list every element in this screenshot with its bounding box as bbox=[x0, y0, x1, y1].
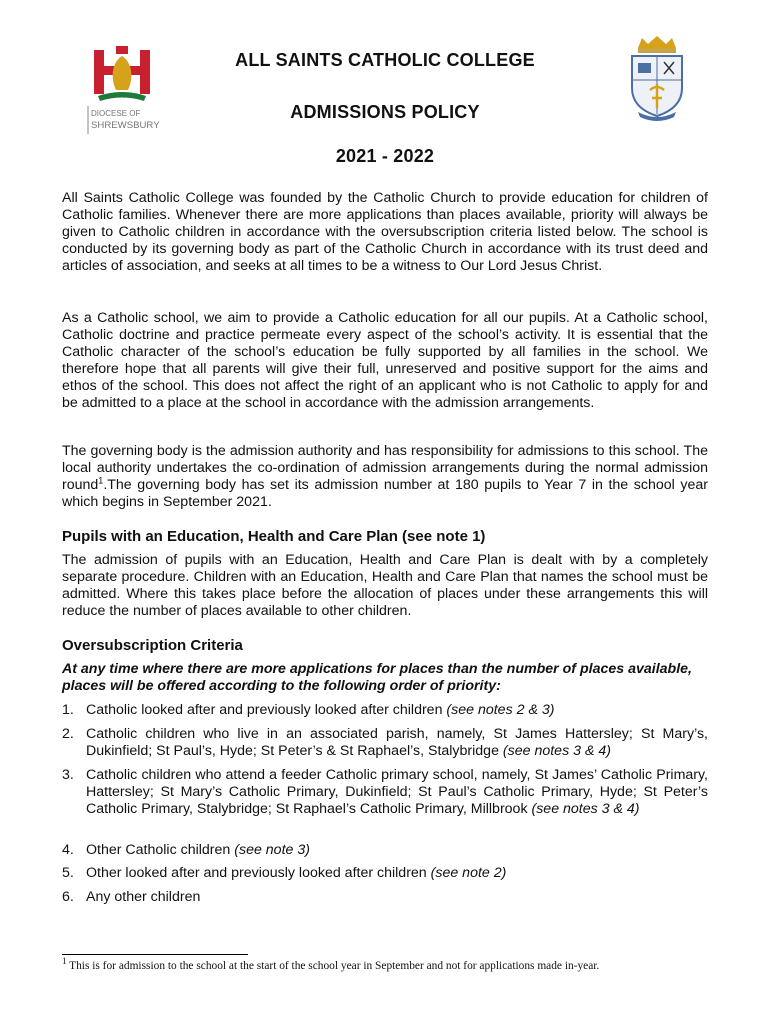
list-text bbox=[86, 865, 708, 882]
footnote-marker: 1 bbox=[62, 956, 67, 967]
governing-body-text-a: The governing body is the admission authority and has responsibility for admissions to this school. The local authority undertakes the co-ordination of admission arrangements during the normal admission round bbox=[62, 443, 708, 494]
list-text bbox=[86, 842, 708, 859]
footnote-text: This is for admission to the school at the start of the school year in September and not for applications made in-year. bbox=[66, 960, 600, 972]
footnote-divider bbox=[62, 954, 248, 955]
list-number: 2. bbox=[62, 726, 74, 742]
list-number: 1. bbox=[62, 702, 74, 718]
criterion-note: (see notes 3 & 4) bbox=[531, 801, 640, 818]
ethos-paragraph: As a Catholic school, we aim to provide a Catholic education for all our pupils. At a Catholic school, Catholic doctrine and practice permeate every aspect of the school’s activity. It is essential that the Catholic character of the school’s education be fully supported by all families in the school. We therefore hope that all parents will give their full, unreserved and positive support for the aims and ethos of the school. This does not affect the right of an applicant who is not Catholic to apply for and be admitted to a place at the school in accordance with the admission arrangements. bbox=[62, 310, 708, 412]
list-number: 4. bbox=[62, 842, 74, 858]
diocese-line1: DIOCESE OF bbox=[91, 109, 141, 118]
svg-text:★ ★ ★: ★ ★ ★ bbox=[115, 96, 129, 101]
diocese-line2: SHREWSBURY bbox=[91, 120, 160, 131]
criterion-text: Catholic looked after and previously looked after children bbox=[86, 702, 447, 718]
list-text bbox=[86, 767, 708, 818]
governing-body-text-b: .The governing body has set its admission number at 180 pupils to Year 7 in the school year which begins in September 2021. bbox=[62, 477, 708, 511]
list-text bbox=[86, 702, 708, 719]
criterion-text: Any other children bbox=[86, 889, 201, 905]
ehcp-heading: Pupils with an Education, Health and Care Plan (see note 1) bbox=[62, 528, 486, 545]
list-item bbox=[62, 889, 708, 906]
oversubscription-heading: Oversubscription Criteria bbox=[62, 637, 243, 654]
list-item bbox=[62, 726, 708, 760]
list-text bbox=[86, 726, 708, 760]
list-number: 6. bbox=[62, 889, 74, 905]
footnote-reference: 1 bbox=[98, 475, 104, 486]
list-number: 5. bbox=[62, 865, 74, 881]
list-number: 3. bbox=[62, 767, 74, 783]
criterion-text: Other looked after and previously looked after children bbox=[86, 865, 431, 881]
criterion-note: (see note 2) bbox=[430, 865, 507, 881]
list-item bbox=[62, 702, 708, 719]
criterion-note: (see note 3) bbox=[234, 842, 310, 858]
page-title: ALL SAINTS CATHOLIC COLLEGE bbox=[235, 50, 535, 70]
governing-body-paragraph bbox=[62, 443, 708, 511]
ehcp-paragraph: The admission of pupils with an Education, Health and Care Plan is dealt with by a completely separate procedure. Children with an Education, Health and Care Plan that names the school must be admitted. Where this takes place before the allocation of places under these arrangements this will reduce the number of places available to other children. bbox=[62, 552, 708, 620]
oversubscription-intro: At any time where there are more applications for places than the number of places available, places will be offered according to the following order of priority: bbox=[62, 661, 692, 695]
criterion-text: Catholic children who attend a feeder Catholic primary school, namely, St James’ Catholic Primary, Hattersley; St Mary’s Catholic Primary, Dukinfield; St Paul’s Catholic Primary, Hyde; St Peter’s Catholic Primary, Stalybridge; St Raphael’s Catholic Primary, Millbrook bbox=[86, 767, 708, 818]
list-item bbox=[62, 842, 708, 859]
criterion-note: (see notes 3 & 4) bbox=[502, 743, 611, 760]
criterion-text: Catholic children who live in an associated parish, namely, St James Hattersley; St Mary’s, Dukinfield; St Paul’s, Hyde; St Peter’s & St Raphael’s, Stalybridge bbox=[86, 726, 708, 760]
list-item bbox=[62, 865, 708, 882]
intro-paragraph: All Saints Catholic College was founded by the Catholic Church to provide education for children of Catholic families. Whenever there are more applications than places available, priority will always be given to Catholic children in accordance with the oversubscription criteria listed below. The school is conducted by its governing body as part of the Catholic Church in accordance with its trust deed and articles of association, and seeks at all times to be a witness to Our Lord Jesus Christ. bbox=[62, 190, 708, 275]
criterion-note: (see notes 2 & 3) bbox=[446, 702, 555, 718]
list-item bbox=[62, 767, 708, 818]
criterion-text: Other Catholic children bbox=[86, 842, 235, 858]
academic-years: 2021 - 2022 bbox=[335, 146, 435, 166]
footnote bbox=[62, 956, 600, 972]
list-text bbox=[86, 889, 708, 906]
document-subtitle: ADMISSIONS POLICY bbox=[290, 102, 480, 122]
